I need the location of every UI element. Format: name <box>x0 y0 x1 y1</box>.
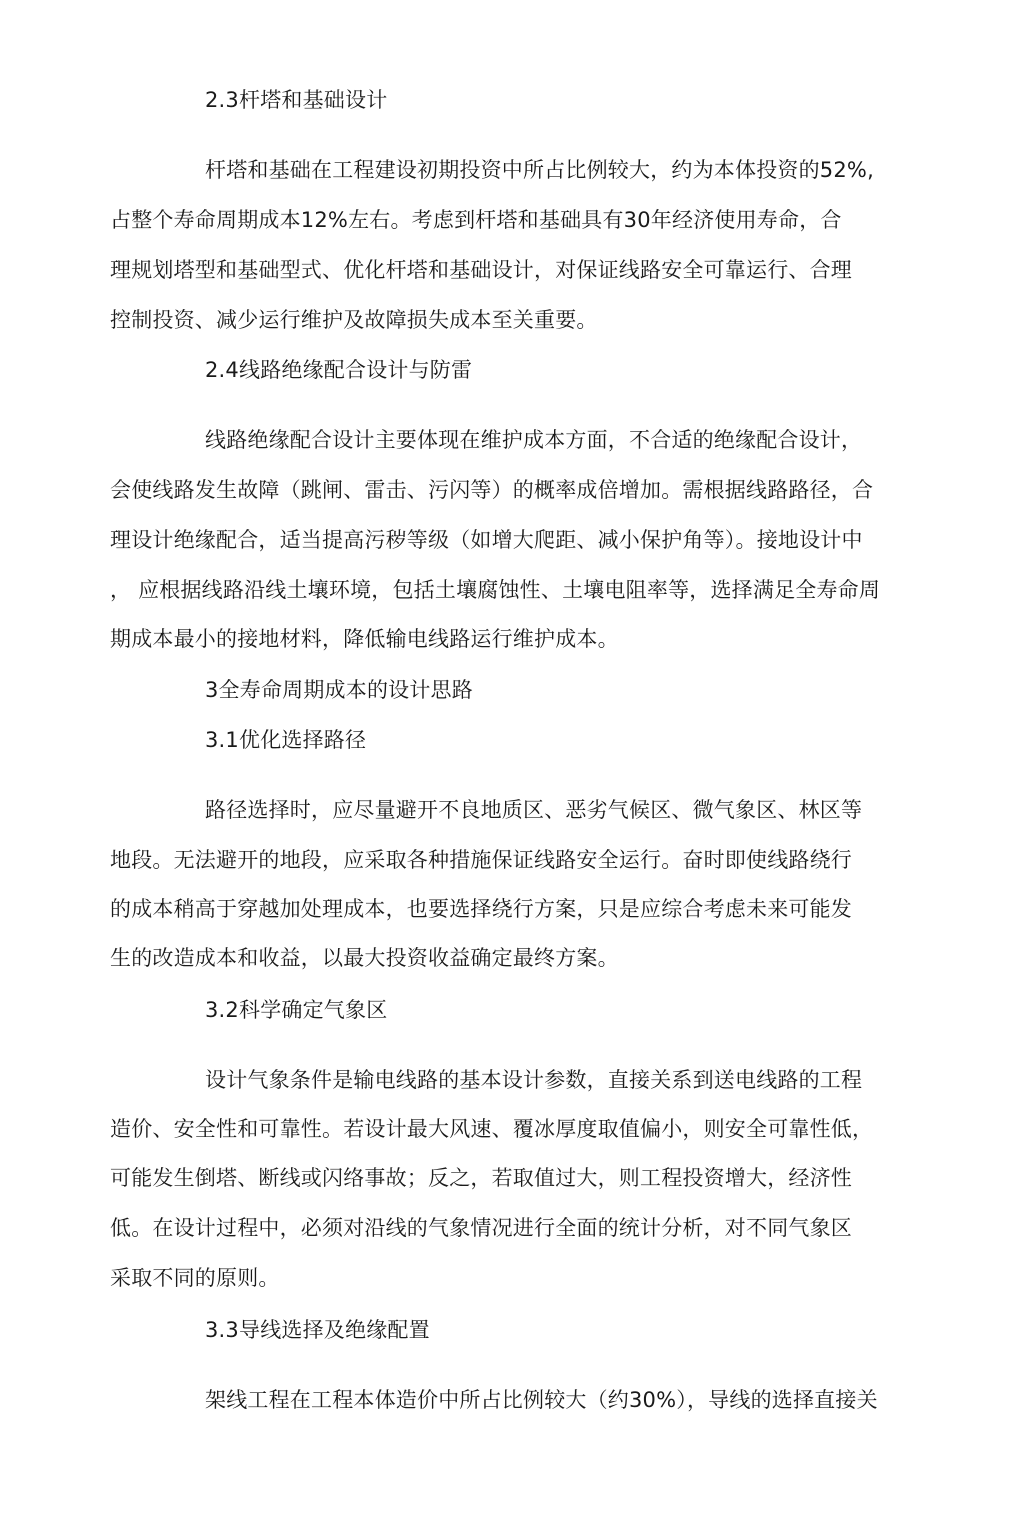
paragraph-line: 占整个寿命周期成本12%左右。考虑到杆塔和基础具有30年经济使用寿命，合 <box>110 208 842 232</box>
paragraph-line: 期成本最小的接地材料，降低输电线路运行维护成本。 <box>110 627 619 651</box>
paragraph-line: 采取不同的原则。 <box>110 1266 280 1290</box>
section-heading-3-2: 3.2科学确定气象区 <box>205 998 388 1022</box>
paragraph-line: 地段。无法避开的地段，应采取各种措施保证线路安全运行。奋时即使线路绕行 <box>110 848 852 872</box>
paragraph-line: ， 应根据线路沿线土壤环境，包括土壤腐蚀性、土壤电阻率等，选择满足全寿命周 <box>110 578 881 602</box>
paragraph-line: 设计气象条件是输电线路的基本设计参数，直接关系到送电线路的工程 <box>205 1068 863 1092</box>
paragraph-line: 会使线路发生故障（跳闸、雷击、污闪等）的概率成倍增加。需根据线路路径，合 <box>110 478 874 502</box>
section-heading-2-3: 2.3杆塔和基础设计 <box>205 88 388 112</box>
paragraph-line: 理规划塔型和基础型式、优化杆塔和基础设计，对保证线路安全可靠运行、合理 <box>110 258 852 282</box>
paragraph-line: 控制投资、减少运行维护及故障损失成本至关重要。 <box>110 308 598 332</box>
paragraph-line: 线路绝缘配合设计主要体现在维护成本方面，不合适的绝缘配合设计， <box>205 428 863 452</box>
paragraph-line: 架线工程在工程本体造价中所占比例较大（约30%），导线的选择直接关 <box>205 1388 878 1412</box>
paragraph-line: 的成本稍高于穿越加处理成本，也要选择绕行方案，只是应综合考虑未来可能发 <box>110 897 852 921</box>
paragraph-line: 杆塔和基础在工程建设初期投资中所占比例较大，约为本体投资的52%, <box>205 158 874 182</box>
section-heading-3-1: 3.1优化选择路径 <box>205 728 367 752</box>
paragraph-line: 理设计绝缘配合，适当提高污秽等级（如增大爬距、减小保护角等）。接地设计中 <box>110 528 863 552</box>
section-heading-3-3: 3.3导线选择及绝缘配置 <box>205 1318 430 1342</box>
paragraph-line: 可能发生倒塔、断线或闪络事故；反之，若取值过大，则工程投资增大，经济性 <box>110 1166 852 1190</box>
paragraph-line: 低。在设计过程中，必须对沿线的气象情况进行全面的统计分析，对不同气象区 <box>110 1216 852 1240</box>
paragraph-line: 造价、安全性和可靠性。若设计最大风速、覆冰厚度取值偏小，则安全可靠性低， <box>110 1117 874 1141</box>
section-heading-2-4: 2.4线路绝缘配合设计与防雷 <box>205 358 473 382</box>
section-heading-3: 3全寿命周期成本的设计思路 <box>205 678 473 702</box>
paragraph-line: 生的改造成本和收益，以最大投资收益确定最终方案。 <box>110 946 619 970</box>
paragraph-line: 路径选择时，应尽量避开不良地质区、恶劣气候区、微气象区、林区等 <box>205 798 863 822</box>
